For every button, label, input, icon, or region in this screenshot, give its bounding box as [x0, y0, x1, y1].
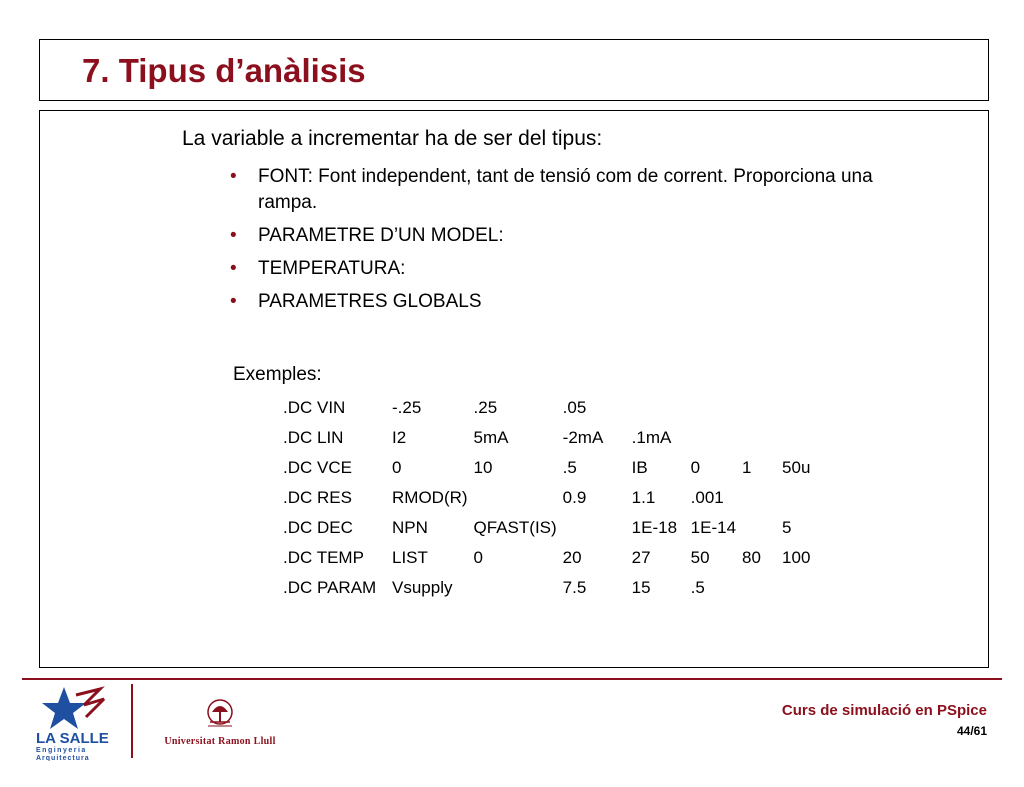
table-cell: 5 [782, 518, 792, 537]
table-cell: 27 [631, 548, 651, 567]
list-item [228, 223, 928, 249]
logo-wordmark: LA SALLE [36, 730, 109, 747]
table-cell: 1E-18 [631, 518, 678, 537]
table-cell: 10 [473, 458, 493, 477]
table-cell: 1.1 [631, 488, 656, 507]
list-item [228, 256, 928, 282]
table-cell: LIST [392, 548, 428, 567]
table-cell: .DC PARAM [283, 578, 377, 597]
bullet-icon: • [230, 166, 237, 187]
table-cell: .5 [562, 458, 577, 477]
bullet-icon: • [230, 258, 237, 279]
table-cell: 15 [631, 578, 651, 597]
examples-heading: Exemples: [233, 364, 322, 385]
table-row [283, 543, 828, 573]
table-cell: 5mA [473, 428, 509, 447]
logo-subline-1: Enginyeria [36, 747, 87, 754]
university-name: Universitat Ramon Llull [164, 736, 276, 747]
table-cell [563, 513, 632, 543]
table-cell: 0 [392, 458, 402, 477]
table-cell: I2 [392, 428, 407, 447]
list-item [228, 289, 928, 315]
table-cell: .DC RES [283, 488, 352, 507]
table-row [283, 393, 828, 423]
table-cell: 50u [782, 458, 811, 477]
list-item [228, 164, 928, 216]
table-cell [782, 573, 828, 603]
table-cell: 50 [690, 548, 710, 567]
logo-subline-2: Arquitectura [36, 755, 90, 761]
table-cell: .05 [562, 398, 587, 417]
table-cell: .DC TEMP [283, 548, 364, 567]
examples-table [283, 393, 828, 603]
table-cell [782, 423, 828, 453]
table-cell: 20 [562, 548, 582, 567]
table-cell [474, 483, 563, 513]
table-cell [742, 483, 782, 513]
list-item-text: PARAMETRE D’UN MODEL: [258, 225, 504, 246]
table-cell: 0 [473, 548, 484, 567]
table-cell [691, 393, 742, 423]
table-row [283, 423, 828, 453]
table-cell: .DC DEC [283, 518, 353, 537]
table-cell: 1E-14 [690, 518, 737, 537]
list-item-text: TEMPERATURA: [258, 258, 406, 279]
table-cell: .001 [690, 488, 724, 507]
title-bar [39, 39, 989, 101]
page-number: 44/61 [956, 724, 987, 738]
table-cell: 0.9 [562, 488, 587, 507]
table-cell [742, 423, 782, 453]
table-cell [742, 393, 782, 423]
bullet-icon: • [230, 291, 237, 312]
type-list [228, 164, 928, 322]
table-cell: .1mA [631, 428, 672, 447]
table-cell: .25 [473, 398, 498, 417]
table-row [283, 573, 828, 603]
course-title: Curs de simulació en PSpice [781, 702, 987, 719]
table-cell: -2mA [562, 428, 604, 447]
table-cell: RMOD(R) [392, 488, 468, 507]
table-cell: IB [631, 458, 648, 477]
content-panel [39, 110, 989, 668]
table-cell: 80 [742, 548, 761, 567]
table-cell: .DC LIN [283, 428, 344, 447]
table-cell: QFAST(IS) [473, 518, 557, 537]
table-row [283, 483, 828, 513]
list-item-text: FONT: Font independent, tant de tensió com de corrent. Proporciona una rampa. [258, 166, 873, 213]
table-cell [782, 483, 828, 513]
table-cell: NPN [392, 518, 428, 537]
table-row [283, 453, 828, 483]
table-cell: .5 [690, 578, 705, 597]
table-cell: 1 [742, 458, 752, 477]
la-salle-logo [34, 681, 126, 761]
footer-divider [22, 678, 1002, 680]
slide-title: 7. Tipus d’anàlisis [82, 52, 366, 89]
table-cell: -.25 [392, 398, 422, 417]
list-item-text: PARAMETRES GLOBALS [258, 291, 482, 312]
table-cell [742, 573, 782, 603]
table-cell [474, 573, 563, 603]
table-cell: 100 [782, 548, 811, 567]
table-cell [691, 423, 742, 453]
table-cell: .DC VIN [283, 398, 346, 417]
table-cell [742, 513, 782, 543]
table-cell [782, 393, 828, 423]
table-cell: .DC VCE [283, 458, 352, 477]
intro-text: La variable a incrementar ha de ser del tipus: [182, 127, 603, 150]
tree-emblem-icon [146, 698, 294, 734]
table-cell [632, 393, 691, 423]
table-cell: Vsupply [392, 578, 453, 597]
table-cell: 0 [690, 458, 701, 477]
bullet-icon: • [230, 225, 237, 246]
logo-divider [131, 684, 133, 758]
table-cell: 7.5 [562, 578, 587, 597]
table-row [283, 513, 828, 543]
university-logo [146, 698, 294, 750]
